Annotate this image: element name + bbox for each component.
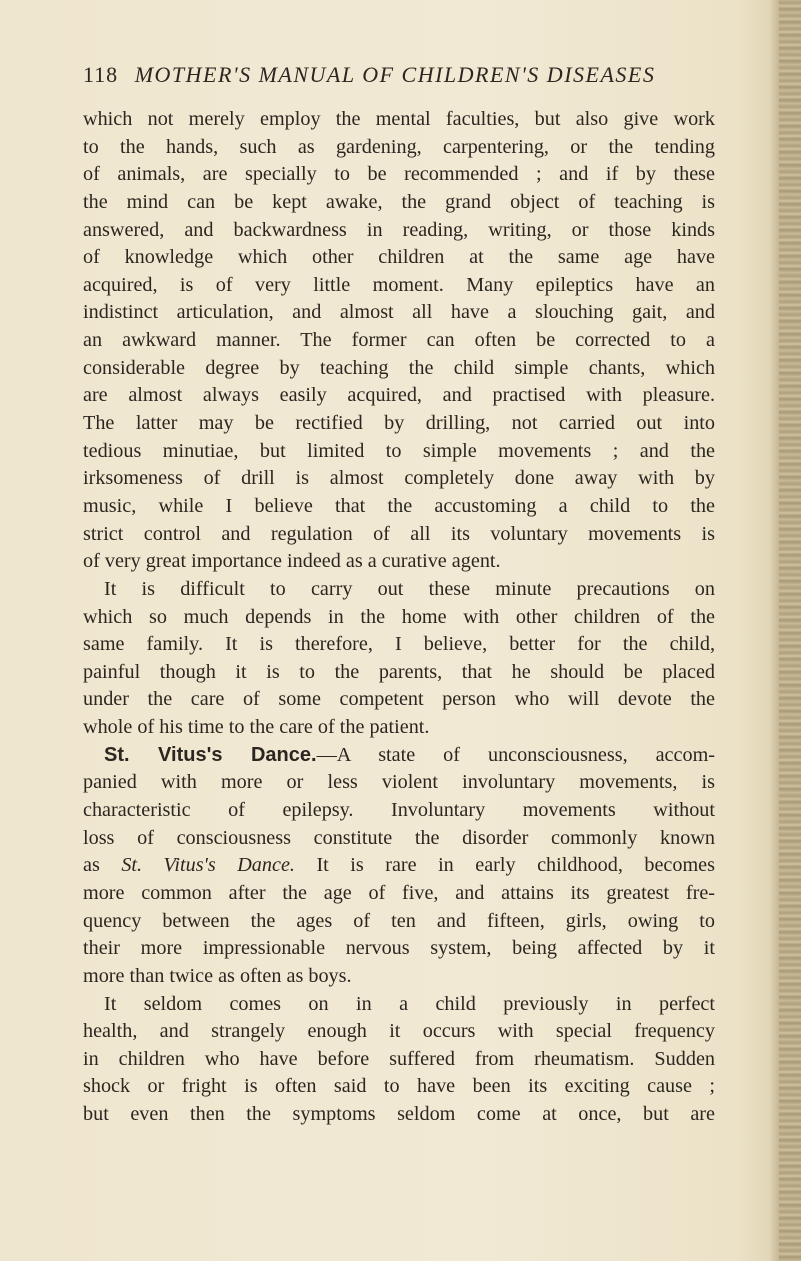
text-fragment: as: [83, 854, 122, 877]
text-line: an awkward manner. The former can often be corrected to a: [83, 329, 715, 352]
text-line: which so much depends in the home with other children of the: [83, 605, 715, 628]
text-line: strict control and regulation of all its voluntary movements is: [83, 522, 715, 545]
running-title: MOTHER'S MANUAL OF CHILDREN'S DISEASES: [134, 62, 656, 87]
text-line: loss of consciousness constitute the disorder commonly known: [83, 826, 715, 849]
text-line-with-italic: [83, 852, 715, 880]
text-line: music, while I believe that the accustoming a child to the: [83, 494, 715, 517]
text-line: painful though it is to the parents, that he should be placed: [83, 660, 715, 683]
text-line: indistinct articulation, and almost all have a slouching gait, and: [83, 301, 715, 324]
body-text: [83, 106, 715, 1129]
text-line: more than twice as often as boys.: [83, 964, 352, 987]
running-header: [83, 62, 723, 88]
section-first-line-text: —A state of unconsciousness, accom-: [316, 743, 715, 766]
text-line: irksomeness of drill is almost completely done away with by: [83, 467, 715, 490]
text-line: but even then the symptoms seldom come at once, but are: [83, 1103, 715, 1126]
text-line: characteristic of epilepsy. Involuntary movements without: [83, 799, 715, 822]
text-line: panied with more or less violent involuntary movements, is: [83, 771, 715, 794]
text-line: The latter may be rectified by drilling, not carried out into: [83, 412, 715, 435]
text-line: answered, and backwardness in reading, writing, or those kinds: [83, 218, 715, 241]
section-first-line: [83, 742, 715, 770]
text-line: under the care of some competent person who will devote the: [83, 688, 715, 711]
text-line: quency between the ages of ten and fifteen, girls, owing to: [83, 909, 715, 932]
page-edge-shadow: [769, 0, 779, 1261]
page-edge: [779, 0, 801, 1261]
text-line: are almost always easily acquired, and practised with pleasure.: [83, 384, 715, 407]
text-line: same family. It is therefore, I believe, better for the child,: [83, 633, 715, 656]
text-line: of animals, are specially to be recommended ; and if by these: [83, 163, 715, 186]
text-line: whole of his time to the care of the patient.: [83, 716, 430, 739]
section-heading: St. Vitus's Dance.: [104, 743, 317, 766]
page-number: 118: [83, 62, 119, 87]
text-line: acquired, is of very little moment. Many epileptics have an: [83, 273, 715, 296]
italic-term: St. Vitus's Dance.: [121, 854, 295, 877]
text-line: in children who have before suffered from rheumatism. Sudden: [83, 1047, 715, 1070]
text-line: their more impressionable nervous system, being affected by it: [83, 937, 715, 960]
text-line: of very great importance indeed as a curative agent.: [83, 550, 501, 573]
text-line: which not merely employ the mental faculties, but also give work: [83, 108, 715, 130]
text-line: shock or fright is often said to have been its exciting cause ;: [83, 1075, 715, 1098]
paragraph-start-line: It is difficult to carry out these minute precautions on: [104, 577, 715, 600]
text-line: of knowledge which other children at the same age have: [83, 246, 715, 269]
text-line: tedious minutiae, but limited to simple movements ; and the: [83, 439, 715, 462]
text-line: the mind can be kept awake, the grand object of teaching is: [83, 190, 715, 213]
paragraph-start-line: It seldom comes on in a child previously in perfect: [104, 992, 715, 1015]
text-line: to the hands, such as gardening, carpentering, or the tending: [83, 135, 715, 158]
text-line: considerable degree by teaching the child simple chants, which: [83, 356, 715, 379]
text-line: health, and strangely enough it occurs with special frequency: [83, 1020, 715, 1043]
text-line: more common after the age of five, and attains its greatest fre-: [83, 881, 715, 904]
text-fragment: It is rare in early childhood, becomes: [294, 854, 715, 877]
